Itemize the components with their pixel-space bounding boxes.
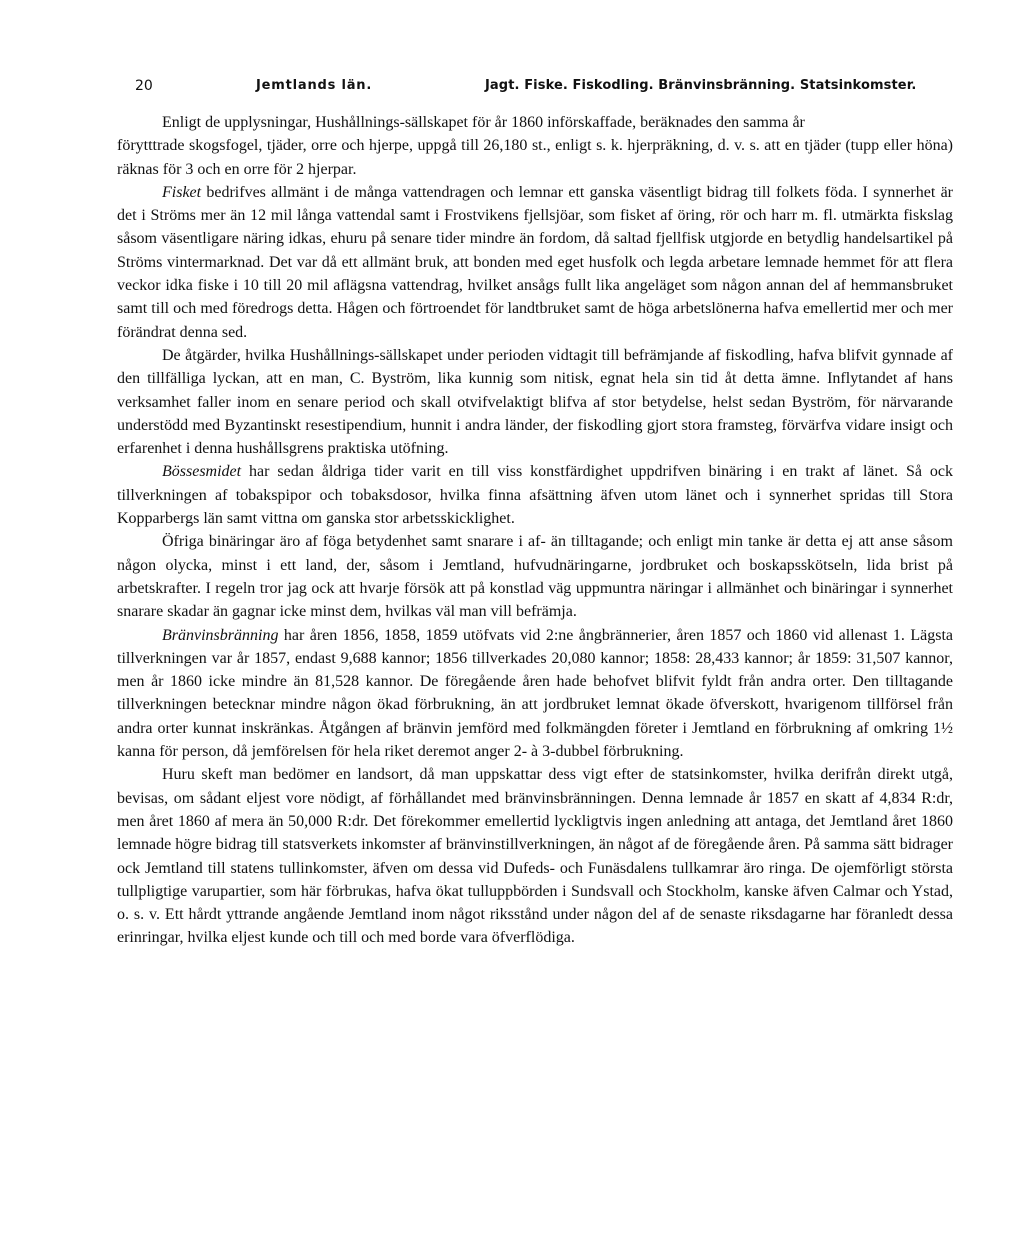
paragraph	[117, 181, 953, 344]
paragraph-text: Huru skeft man bedömer en landsort, då man uppskattar dess vigt efter de statsinkomster, hvilka derifrån direkt utgå, bevisas, om sådant eljest vore nödigt, af förhållandet med bränvinsbränningen. Denna lemnade år 1857 en skatt af 4,834 R:dr, men året 1860 af mera än 50,000 R:dr. Det förekommer emellertid lyckligtvis ingen anledning att antaga, det Jemtland året 1860 lemnade högre bidrag till statsverkets inkomster af bränvinstillverkningen, än något af de föregående åren. På samma sätt bidrager ock Jemtland till statens tullinkomster, äfven om dessa vid Dufeds- och Funäsdalens tullkamrar äro ringa. De ojemförligt största tullpligtige varupartier, som här förbrukas, hafva ökat tulluppbörden i Sundsvall och Stockholm, kanske äfven Calmar och Ystad, o. s. v. Ett hårdt yttrande angående Jemtland inom något riksstånd under någon del af de senaste riksdagarne har föranledt dessa erinringar, hvilka eljest kunde och till och med borde vara öfverflödiga.	[117, 766, 953, 947]
paragraph-text: Enligt de upplysningar, Hushållnings-sällskapet för år 1860 införskaffade, beräknades den samma år	[162, 114, 805, 131]
paragraph-lead: Bössesmidet	[162, 463, 242, 481]
paragraph-text: De åtgärder, hvilka Hushållnings-sällskapet under perioden vidtagit till befrämjande af fiskodling, hafva blifvit gynnade af den tillfälliga lyckan, att en man, C. Byström, lika kunnig som nitisk, egnat hela sin tid åt detta ämne. Inflytandet af hans verksamhet faller inom en senare period och skall otvifvelaktigt blifva af stor betydelse, helst sedan Byström, för närvarande understödd med Byzantinskt resestipendium, hunnit i andra länder, der fiskodling gjort stora framsteg, förvärfva vidare insigt och erfarenhet i denna hushållsgrens praktiska utöfning.	[117, 346, 953, 458]
paragraph-lead: Fisket	[162, 183, 202, 201]
page-number: 20	[135, 78, 153, 94]
paragraph	[117, 460, 953, 530]
paragraph-text: bedrifves allmänt i de många vattendragen och lemnar ett ganska väsentligt bidrag till folkets föda. I synnerhet är det i Ströms mer än 12 mil långa vattendal samt i Frostvikens fjellsjöar, som fisket af öring, rör och harr m. fl. utmärkta fiskslag såsom väsentligare näring idkas, ehuru på senare tider mindre än fordom, då saltad fjellfisk utgjorde en betydlig handelsartikel på Ströms vintermarknad. Det var då ett allmänt bruk, att bonden med eget husfolk och legda arbetare lemnade hemmet för att flera veckor idka fiske i 10 till 20 mil aflägsna vattendrag, hvilket ansågs fullt lika angeläget som någon annan del af hemmansbruket samt till och med föredrogs detta. Hågen och förtroendet för landtbruket samt de höga arbetslönerna hafva emellertid mer och mer förändrat denna sed.	[117, 183, 953, 341]
paragraph-text: Öfriga binäringar äro af föga betydenhet samt snarare i af- än tilltagande; och enligt min tanke är detta ej att anse såsom någon olycka, minst i ett land, der, såsom i Jemtland, hufvudnäringarne, jordbruket och boskapsskötseln, lida brist på arbetskrafter. I regeln tror jag ock att hvarje försök att på konstlad väg uppmuntra näringar i allmänhet och binäringar i synnerhet snarare skadar än gagnar icke minst dem, hvilkas väl man vill befrämja.	[117, 533, 953, 621]
paragraph	[117, 344, 953, 460]
body-text	[117, 111, 953, 950]
region-title: Jemtlands län.	[256, 78, 373, 93]
paragraph	[117, 134, 953, 181]
paragraph-lead: Bränvinsbränning	[162, 626, 279, 644]
paragraph	[117, 530, 953, 623]
paragraph	[117, 111, 953, 134]
paragraph	[117, 763, 953, 949]
running-header	[135, 78, 917, 100]
topics-heading: Jagt. Fiske. Fiskodling. Bränvinsbränning. Statsinkomster.	[485, 78, 917, 93]
paragraph-text: förytttrade skogsfogel, tjäder, orre och hjerpe, uppgå till 26,180 st., enligt s. k. hjerpräkning, d. v. s. att en tjäder (tupp eller höna) räknas för 3 och en orre för 2 hjerpar.	[117, 137, 953, 178]
paragraph-text: har åren 1856, 1858, 1859 utöfvats vid 2:ne ångbrännerier, åren 1857 och 1860 vid allenast 1. Lägsta tillverkningen var år 1857, endast 9,688 kannor; 1856 tillverkades 20,080 kannor; 1858: 28,433 kannor; år 1859: 31,507 kannor, men år 1860 icke mindre än 81,528 kannor. De föregående åren hade behofvet blifvit fyldt från andra orter. Den tilltagande tillverkningen betecknar mindre någon ökad förbrukning, än att jordbruket lemnat ökade öfverskott, hvarigenom tillförsel från andra orter kunnat inskränkas. Åtgången af bränvin jemförd med folkmängden företer i Jemtland en förbrukning af omkring 1½ kanna för person, då jemförelsen för hela riket deremot anger 2- à 3-dubbel förbrukning.	[117, 626, 953, 761]
paragraph	[117, 624, 953, 764]
paragraph-text: har sedan åldriga tider varit en till viss konstfärdighet uppdrifven binäring i en trakt af länet. Så ock tillverkningen af tobakspipor och tobaksdosor, hvilka finna afsättning äfven utom länet och i synnerhet spridas till Stora Kopparbergs län samt vittna om ganska stor arbetsskicklighet.	[117, 463, 953, 528]
